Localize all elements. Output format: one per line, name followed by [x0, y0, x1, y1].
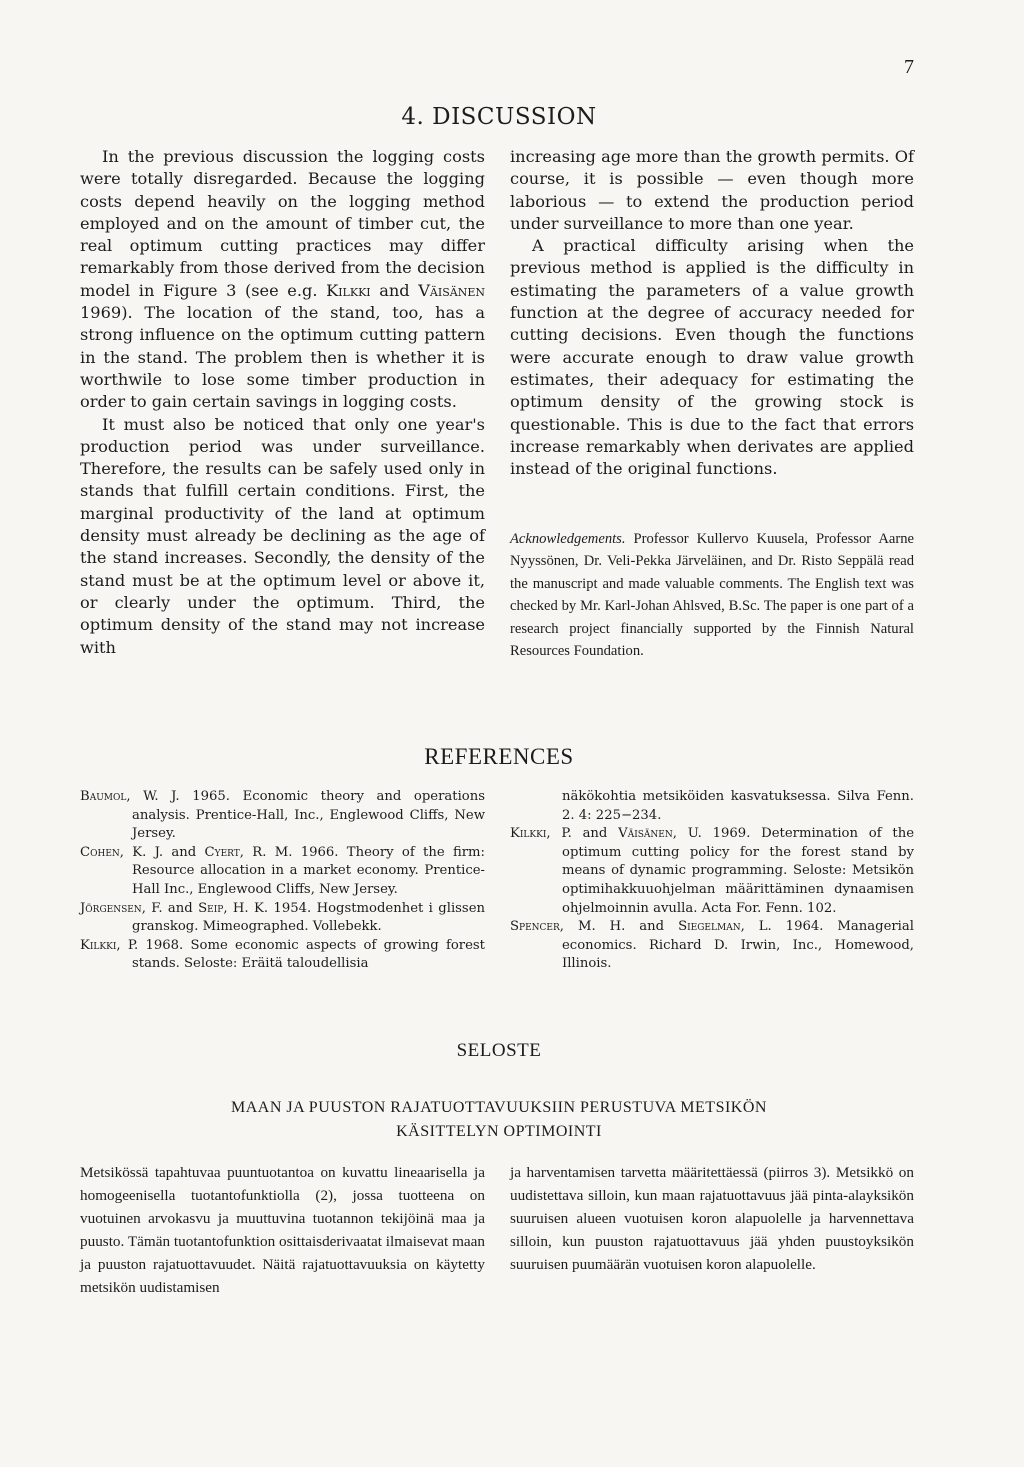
acknowledgements-label: Acknowledgements. — [510, 531, 626, 547]
author-name: Kilkki — [510, 826, 547, 842]
reference-entry — [510, 825, 914, 918]
author-name: Seip — [198, 900, 224, 916]
author-name: Cyert — [204, 844, 240, 860]
page-number: 7 — [904, 56, 914, 78]
discussion-paragraph-3: A practical difficulty arising when the previous method is applied is the difficulty in estimating the parameters of a value growth function at the degree of accuracy needed for cutting decisions. Even though the functions were accurate enough to draw value growth estimates, their adequacy for estimating the optimum density of the growing stock is questionable. This is due to the fact that errors increase remarkably when derivates are applied instead of the original functions. — [510, 236, 914, 479]
references-right-column — [510, 788, 914, 974]
author-name: Väisänen — [418, 280, 485, 300]
author-name: Kilkki — [326, 280, 371, 300]
acknowledgements — [510, 528, 914, 662]
acknowledgements-text: Professor Kullervo Kuusela, Professor Aarne Nyyssönen, Dr. Veli-Pekka Järveläinen, and Dr. Risto Seppälä read the manuscript and made valuable comments. The English text was checked by Mr. Karl-Johan Ahlsved, B.Sc. The paper is one part of a research project financially supported by the Finnish Natural Resources Foundation. — [510, 531, 914, 660]
reference-entry — [510, 918, 914, 974]
reference-text: , P. and — [546, 826, 619, 842]
discussion-left-column — [80, 146, 485, 659]
reference-text: , R. M. 1966. Theory of the firm: Resource allocation in a market economy. Prentice-Hall Inc., Englewood Cliffs, New Jersey. — [132, 844, 485, 897]
author-name: Cohen — [80, 844, 120, 860]
author-name: Baumol — [80, 789, 127, 804]
author-name: Väisänen — [618, 826, 673, 842]
text-run: 1969). The location of the stand, too, has a strong influence on the optimum cutting pattern in the stand. The problem then is whether it is worthwile to lose some timber production in order to gain certain savings in logging costs. — [80, 303, 485, 412]
reference-text: , H. K. 1954. Hogstmodenhet i glissen granskog. Mimeographed. Vollebekk. — [132, 900, 485, 935]
discussion-paragraph-1 — [80, 146, 485, 414]
seloste-left-column — [80, 1161, 485, 1299]
discussion-right-column — [510, 146, 914, 480]
reference-entry — [80, 788, 485, 844]
discussion-paragraph-continued: increasing age more than the growth permits. Of course, it is possible — even though more laborious — to extend the production period under surveillance to more than one year. — [510, 147, 914, 233]
author-name: Siegelman — [678, 919, 741, 935]
reference-entry — [80, 844, 485, 900]
reference-entry — [80, 900, 485, 937]
seloste-paragraph-continued: ja harventamisen tarvetta määritettäessä (piirros 3). Metsikkö on uudistettava silloin, kun maan rajatuottavuus jää pinta-alayksikön suuruisen alueen vuotuisen koron alapuolelle ja harvennettava silloin, kun puuston rajatuottavuus jää yhden puustoyksikön suuruisen puumäärän vuotuisen koron alapuolelle. — [510, 1164, 914, 1273]
discussion-paragraph-2: It must also be noticed that only one year's production period was under surveillance. Therefore, the results can be safely used only in stands that fulfill certain conditions. First, the marginal productivity of the land at optimum density must already be declining as the age of the stand increases. Secondly, the density of the stand must be at the optimum level or above it, or clearly under the optimum. Third, the optimum density of the stand may not increase with — [80, 414, 485, 657]
seloste-paragraph: Metsikössä tapahtuvaa puuntuotantoa on kuvattu lineaarisella ja homogeenisella tuotantofunktiolla (2), jossa tuotteena on vuotuinen arvokasvu ja muuttuvina tuotannon tekijöinä maa ja puusto. Tämän tuotantofunktion osittaisderivaatat ilmaisevat maan ja puuston rajatuottavuudet. Näitä rajatuottavuuksia on käytetty metsikön uudistamisen — [80, 1164, 485, 1296]
reference-entry-continued: näkökohtia metsiköiden kasvatuksessa. Silva Fenn. 2. 4: 225−234. — [562, 789, 914, 823]
reference-text: , L. 1964. Managerial economics. Richard D. Irwin, Inc., Homewood, Illinois. — [562, 919, 914, 972]
text-run: In the previous discussion the logging costs were totally disregarded. Because the logging costs depend heavily on the logging method employed and on the amount of timber cut, the real optimum cutting practices may differ remarkably from those derived from the decision model in Figure 3 (see e.g. — [80, 147, 485, 300]
seloste-heading: SELOSTE — [456, 1040, 542, 1061]
seloste-subtitle-line-2: KÄSITTELYN OPTIMOINTI — [396, 1123, 602, 1140]
discussion-heading: 4. DISCUSSION — [401, 104, 597, 130]
reference-text: , P. 1968. Some economic aspects of growing forest stands. Seloste: Eräitä taloudellisia — [116, 937, 485, 972]
reference-entry — [80, 937, 485, 974]
seloste-subtitle-line-1: MAAN JA PUUSTON RAJATUOTTAVUUKSIIN PERUSTUVA METSIKÖN — [231, 1099, 767, 1116]
reference-text: , M. H. and — [559, 919, 679, 935]
seloste-right-column — [510, 1161, 914, 1276]
reference-text: , U. 1969. Determination of the optimum cutting policy for the forest stand by means of dynamic programming. Seloste: Metsikön optimihakkuuohjelman määrittäminen dynaamisen ohjelmoinnin avulla. Acta For. Fenn. 102. — [562, 826, 914, 916]
reference-text: , W. J. 1965. Economic theory and operations analysis. Prentice-Hall, Inc., Englewood Cliffs, New Jersey. — [126, 789, 485, 842]
references-heading: REFERENCES — [424, 744, 574, 769]
references-left-column — [80, 788, 485, 974]
author-name: Jörgensen — [80, 900, 142, 916]
reference-text: , K. J. and — [119, 844, 205, 860]
text-run: and — [370, 280, 419, 300]
reference-text: , F. and — [141, 900, 199, 916]
author-name: Kilkki — [80, 937, 117, 953]
author-name: Spencer — [510, 919, 560, 935]
seloste-subtitle — [80, 1096, 918, 1144]
